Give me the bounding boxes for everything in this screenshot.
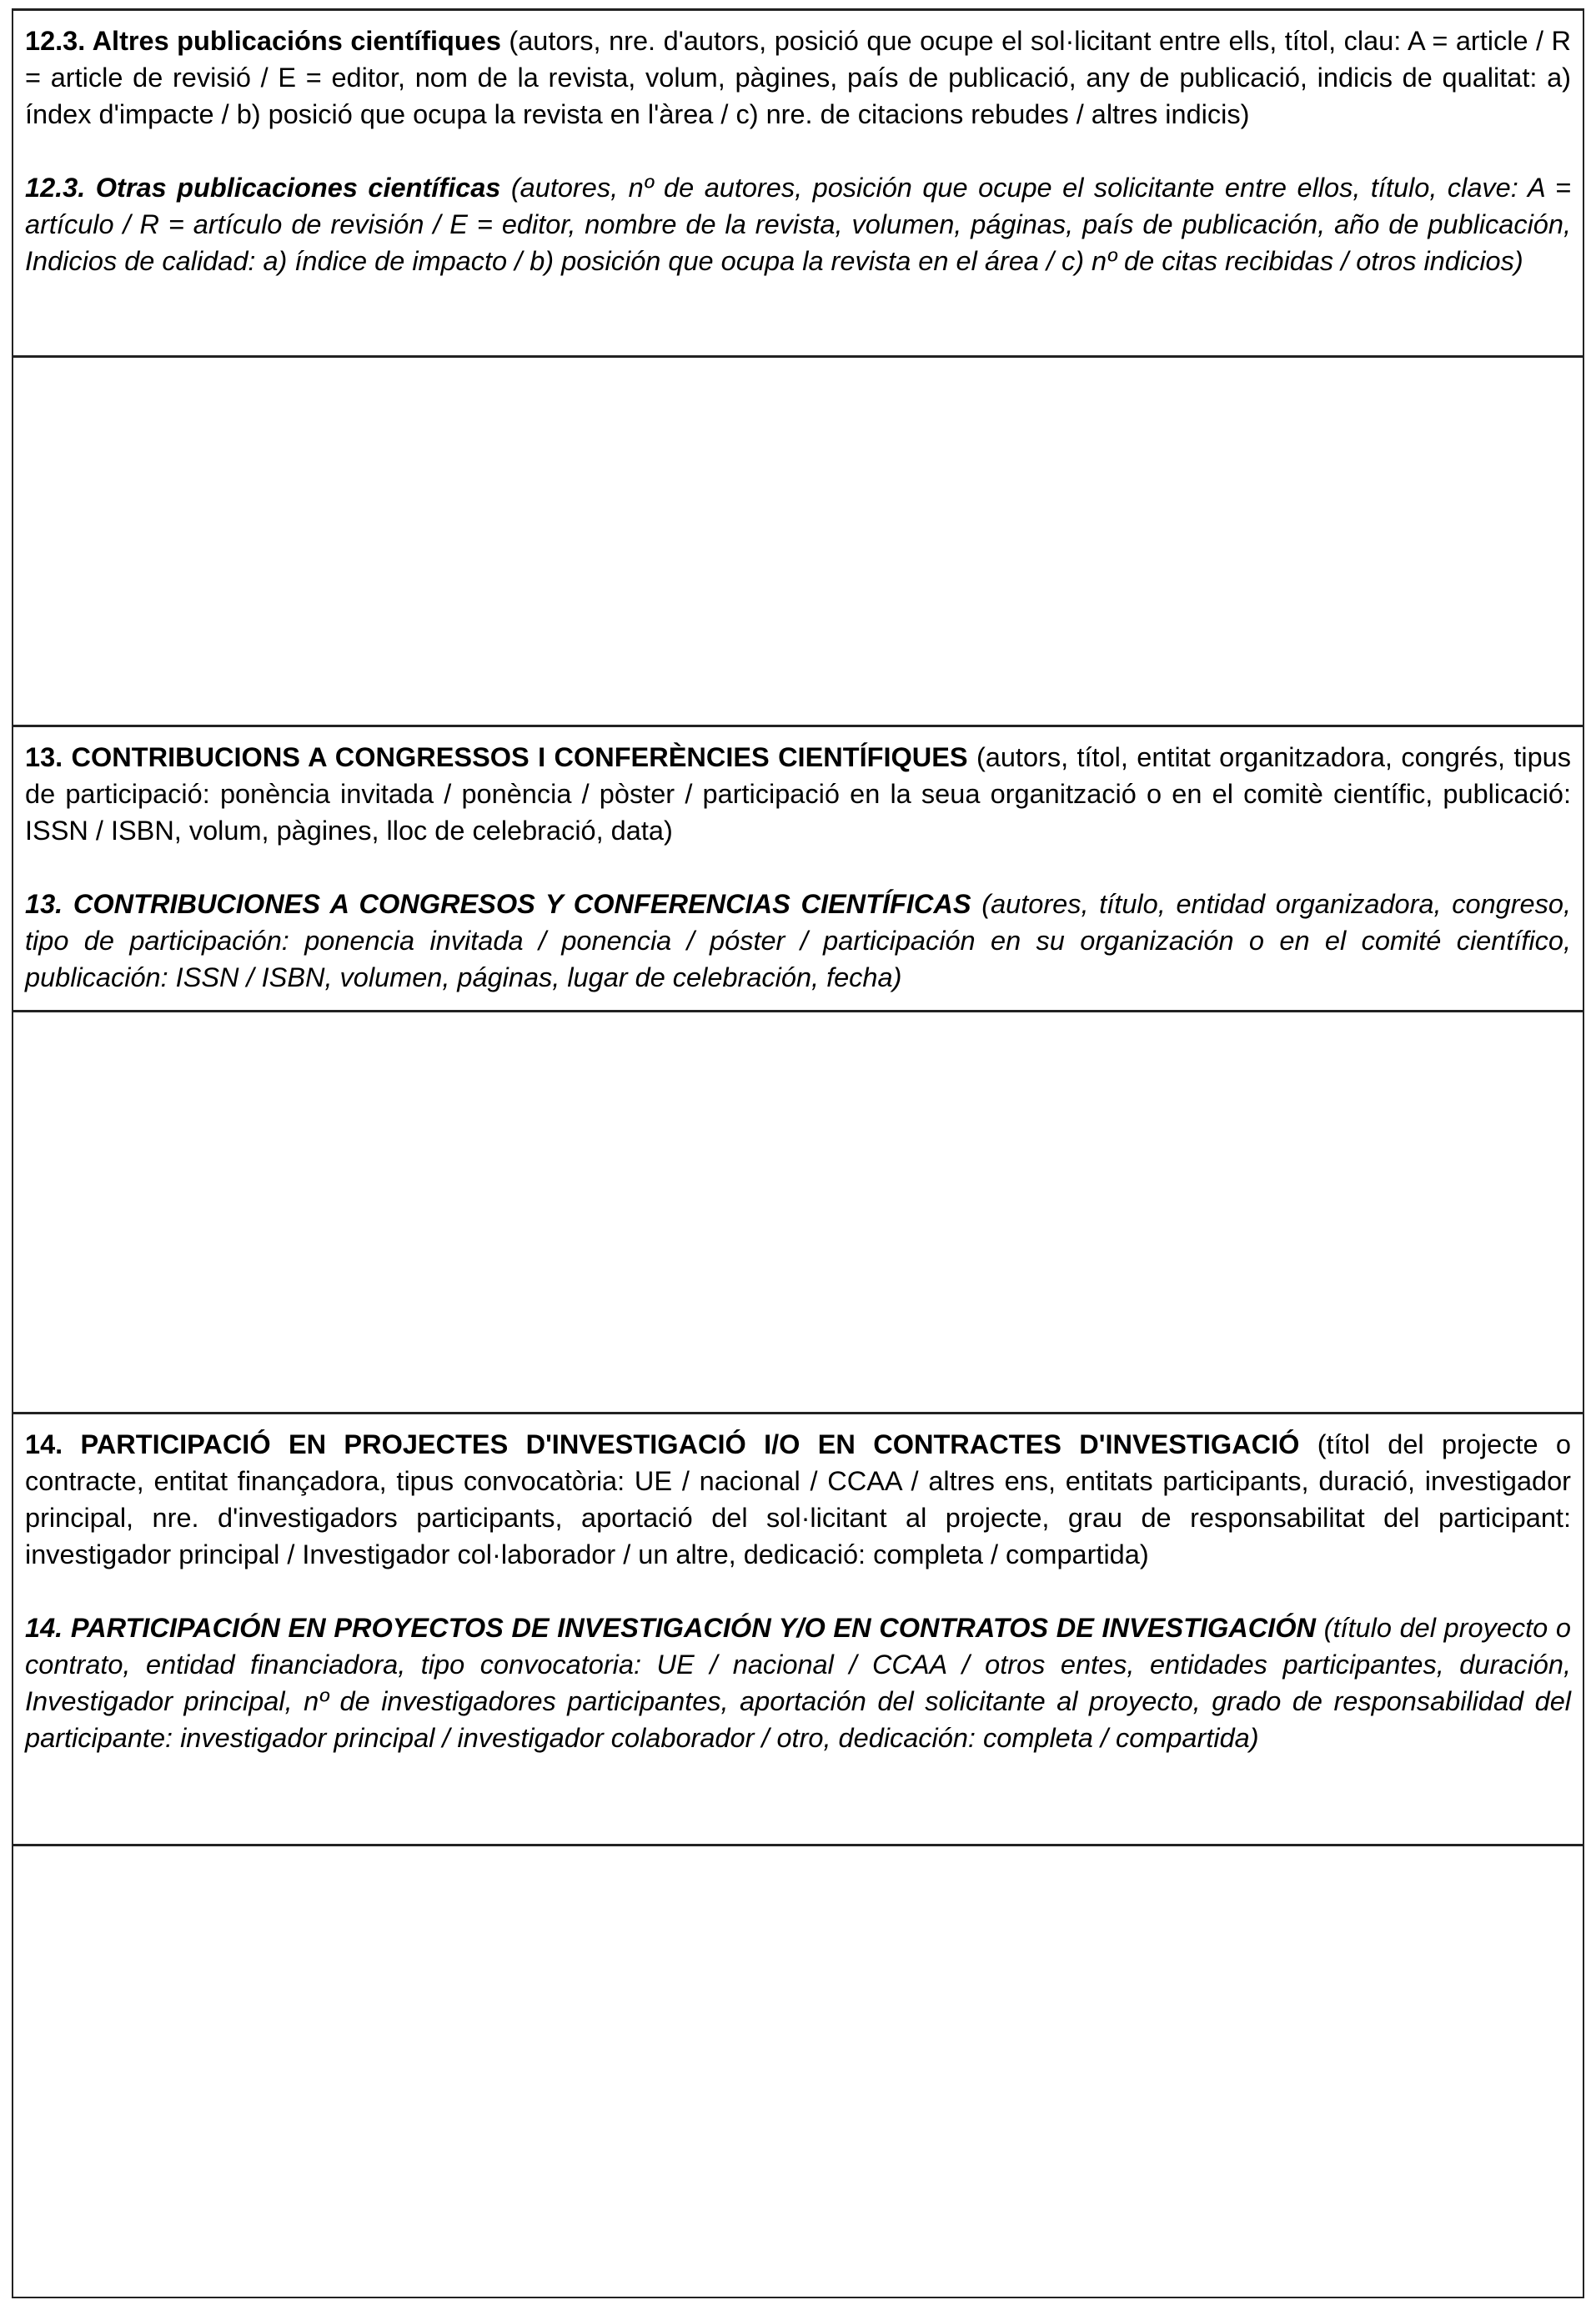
section-13-header <box>13 725 1583 1010</box>
section-title: 13. CONTRIBUCIONES A CONGRESOS Y CONFERENCIAS CIENTÍFICAS <box>25 889 971 919</box>
section-title: 13. CONTRIBUCIONS A CONGRESSOS I CONFERÈNCIES CIENTÍFIQUES <box>25 742 968 772</box>
section-title: 12.3. Altres publicacións científiques <box>25 26 501 56</box>
form-table <box>12 8 1584 2298</box>
section-text: (título del proyecto o contrato, entidad financiadora, tipo convocatoria: UE / nacional / CCAA / otros entes, entidades participantes, duración, Investigador principal, nº de investigadores participantes, aportación del solicitante al proyecto, grado de responsabilidad del participante: investigador principal / investigador colaborador / otro, dedicación: completa / compartida) <box>25 1613 1571 1753</box>
section-title: 14. PARTICIPACIÓ EN PROJECTES D'INVESTIGACIÓ I/O EN CONTRACTES D'INVESTIGACIÓ <box>25 1429 1300 1459</box>
section-text: (autores, título, entidad organizadora, congreso, tipo de participación: ponencia invitada / ponencia / póster / participación en su organización o en el comité científico, publicación: ISSN / ISBN, volumen, páginas, lugar de celebración, fecha) <box>25 889 1571 992</box>
section-14-header <box>13 1412 1583 1844</box>
section-text: (títol del projecte o contracte, entitat finançadora, tipus convocatòria: UE / nacional / CCAA / altres ens, entitats participants, duració, investigador principal, nre. d'investigadors participants, aportació del sol·licitant al projecte, grau de responsabilitat del participant: investigador principal / Investigador col·laborador / un altre, dedicació: completa / compartida) <box>25 1429 1571 1569</box>
spanish-description <box>25 886 1571 996</box>
spanish-description <box>25 1609 1571 1756</box>
section-text: (autors, nre. d'autors, posició que ocupe el sol·licitant entre ells, títol, clau: A = article / R = article de revisió / E = editor, nom de la revista, volum, pàgines, país de publicació, any de publicació, indicis de qualitat: a) índex d'impacte / b) posició que ocupa la revista en l'àrea / c) nre. de citacions rebudes / altres indicis) <box>25 26 1572 129</box>
catalan-description <box>25 739 1571 849</box>
section-title: 12.3. Otras publicaciones científicas <box>25 173 501 203</box>
section-text: (autores, nº de autores, posición que ocupe el solicitante entre ellos, título, clave: A = artículo / R = artículo de revisión / E = editor, nombre de la revista, volumen, páginas, país de publicación, año de publicación, Indicios de calidad: a) índice de impacto / b) posición que ocupa la revista en el área / c) nº de citas recibidas / otros indicios) <box>25 173 1571 276</box>
section-13-answer-field[interactable] <box>13 1010 1583 1412</box>
section-12-3-answer-field[interactable] <box>13 355 1583 725</box>
section-title: 14. PARTICIPACIÓN EN PROYECTOS DE INVESTIGACIÓN Y/O EN CONTRATOS DE INVESTIGACIÓN <box>25 1613 1316 1643</box>
section-14-answer-field[interactable] <box>13 1844 1583 2297</box>
catalan-description <box>25 1426 1571 1573</box>
catalan-description <box>25 23 1571 133</box>
section-text: (autors, títol, entitat organitzadora, congrés, tipus de participació: ponència invitada / ponència / pòster / participació en la seua organització o en el comitè científic, publicació: ISSN / ISBN, volum, pàgines, lloc de celebració, data) <box>25 742 1571 846</box>
spanish-description <box>25 169 1571 279</box>
section-12-3-header <box>13 11 1583 355</box>
